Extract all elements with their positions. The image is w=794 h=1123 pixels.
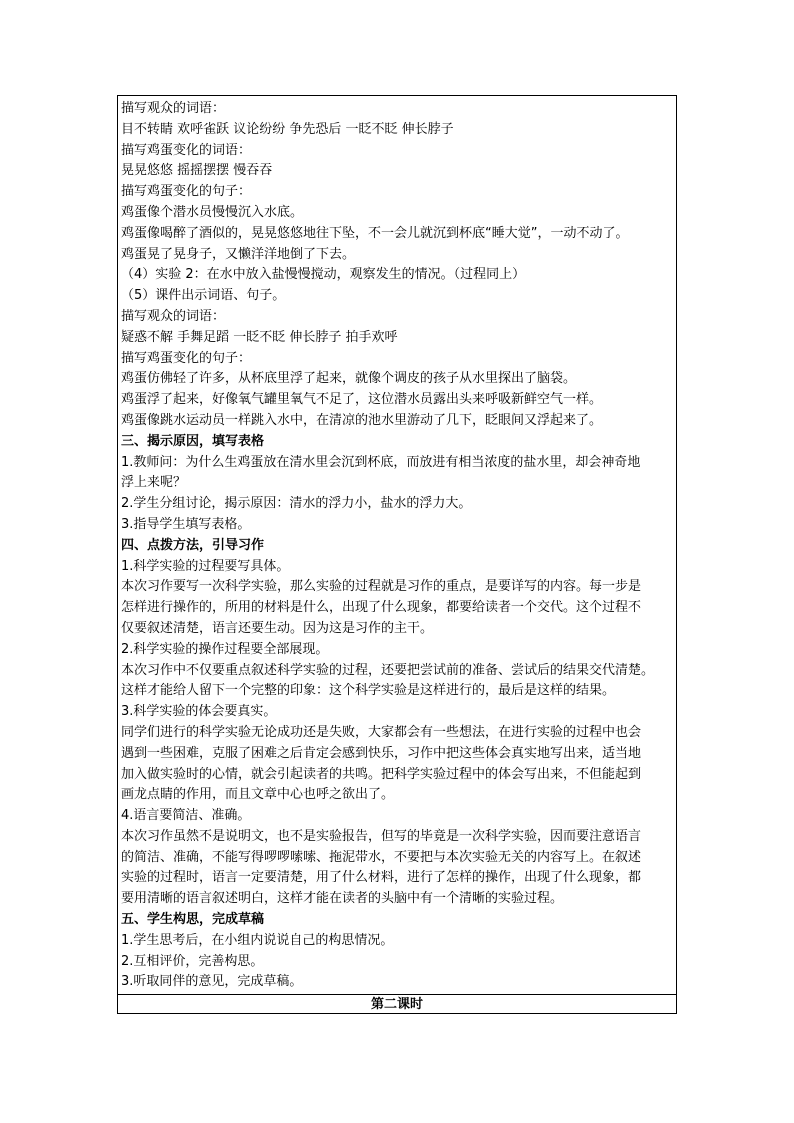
- text-line: （5）课件出示词语、句子。: [121, 288, 286, 304]
- section-heading: 五、学生构思，完成草稿: [121, 912, 265, 928]
- text-line: 这样才能给人留下一个完整的印象：这个科学实验是这样进行的，最后是这样的结果。: [121, 683, 616, 699]
- text-line: 浮上来呢？: [121, 475, 187, 491]
- text-line: 描写观众的词语：: [121, 308, 226, 324]
- text-line: 2.学生分组讨论，揭示原因：清水的浮力小，盐水的浮力大。: [121, 496, 472, 512]
- lesson-plan-table: [117, 95, 677, 1014]
- text-line: 本次习作要写一次科学实验，那么实验的过程就是习作的重点，是要详写的内容。每一步是: [121, 579, 642, 595]
- text-line: 本次习作虽然不是说明文，也不是实验报告，但写的毕竟是一次科学实验，因而要注意语言: [121, 828, 642, 844]
- text-line: 怎样进行操作的，所用的材料是什么，出现了什么现象，都要给读者一个交代。这个过程不: [121, 600, 642, 616]
- text-line: 描写鸡蛋变化的句子：: [121, 350, 252, 366]
- text-line: 描写鸡蛋变化的词语：: [121, 142, 252, 158]
- text-line: 描写观众的词语：: [121, 101, 226, 116]
- text-line: 2.互相评价，完善构思。: [121, 953, 264, 969]
- text-line: 同学们进行的科学实验无论成功还是失败，大家都会有一些想法，在进行实验的过程中也会: [121, 724, 642, 740]
- text-line: 描写鸡蛋变化的句子：: [121, 184, 252, 200]
- text-line: 晃晃悠悠 摇摇摆摆 慢吞吞: [121, 163, 273, 179]
- text-line: 3.指导学生填写表格。: [121, 516, 251, 532]
- text-line: 鸡蛋像喝醉了酒似的，晃晃悠悠地往下坠，不一会儿就沉到杯底“睡大觉”，一动不动了。: [121, 225, 629, 241]
- text-line: 鸡蛋浮了起来，好像氧气罐里氧气不足了，这位潜水员露出头来呼吸新鲜空气一样。: [121, 392, 603, 408]
- text-line: 4.语言要简洁、准确。: [121, 808, 251, 824]
- section-title-second-lesson: 第二课时: [370, 997, 423, 1013]
- text-line: 仅要叙述清楚，语言还要生动。因为这是习作的主干。: [121, 620, 434, 636]
- section-heading: 四、点拨方法，引导习作: [121, 537, 265, 553]
- text-line: 1.教师问：为什么生鸡蛋放在清水里会沉到杯底，而放进有相当浓度的盐水里，却会神奇地: [121, 454, 641, 470]
- text-line: 遇到一些困难，克服了困难之后肯定会感到快乐，习作中把这些体会真实地写出来，适当地: [121, 745, 642, 761]
- text-line: 画龙点睛的作用，而且文章中心也呼之欲出了。: [121, 787, 395, 803]
- text-line: （4）实验 2：在水中放入盐慢慢搅动，观察发生的情况。（过程同上）: [121, 267, 526, 283]
- text-line: 鸡蛋仿佛轻了许多，从杯底里浮了起来，就像个调皮的孩子从水里探出了脑袋。: [121, 371, 577, 387]
- text-line: 目不转睛 欢呼雀跃 议论纷纷 争先恐后 一眨不眨 伸长脖子: [121, 121, 454, 137]
- text-line: 鸡蛋像个潜水员慢慢沉入水底。: [121, 204, 304, 220]
- text-line: 鸡蛋像跳水运动员一样跳入水中，在清凉的池水里游动了几下，眨眼间又浮起来了。: [121, 412, 603, 428]
- text-line: 本次习作中不仅要重点叙述科学实验的过程，还要把尝试前的准备、尝试后的结果交代清楚。: [121, 662, 655, 678]
- text-line: 3.科学实验的体会要真实。: [121, 704, 277, 720]
- text-line: 加入做实验时的心情，就会引起读者的共鸣。把科学实验过程中的体会写出来，不但能起到: [121, 766, 642, 782]
- text-line: 要用清晰的语言叙述明白，这样才能在读者的头脑中有一个清晰的实验过程。: [121, 891, 564, 907]
- section-heading: 三、揭示原因，填写表格: [121, 433, 265, 449]
- text-line: 2.科学实验的操作过程要全部展现。: [121, 641, 329, 657]
- text-line: 1.科学实验的过程要写具体。: [121, 558, 290, 574]
- text-line: 1.学生思考后，在小组内说说自己的构思情况。: [121, 932, 394, 948]
- lesson-plan-content: [121, 99, 675, 993]
- text-line: 实验的过程时，语言一定要清楚，用了什么材料，进行了怎样的操作，出现了什么现象，都: [121, 870, 642, 886]
- text-line: 疑惑不解 手舞足蹈 一眨不眨 伸长脖子 拍手欢呼: [121, 329, 398, 345]
- text-line: 3.听取同伴的意见，完成草稿。: [121, 974, 303, 990]
- text-line: 鸡蛋晃了晃身子，又懒洋洋地倒了下去。: [121, 246, 356, 262]
- text-line: 的简洁、准确，不能写得啰啰嗦嗦、拖泥带水，不要把与本次实验无关的内容写上。在叙述: [121, 849, 642, 865]
